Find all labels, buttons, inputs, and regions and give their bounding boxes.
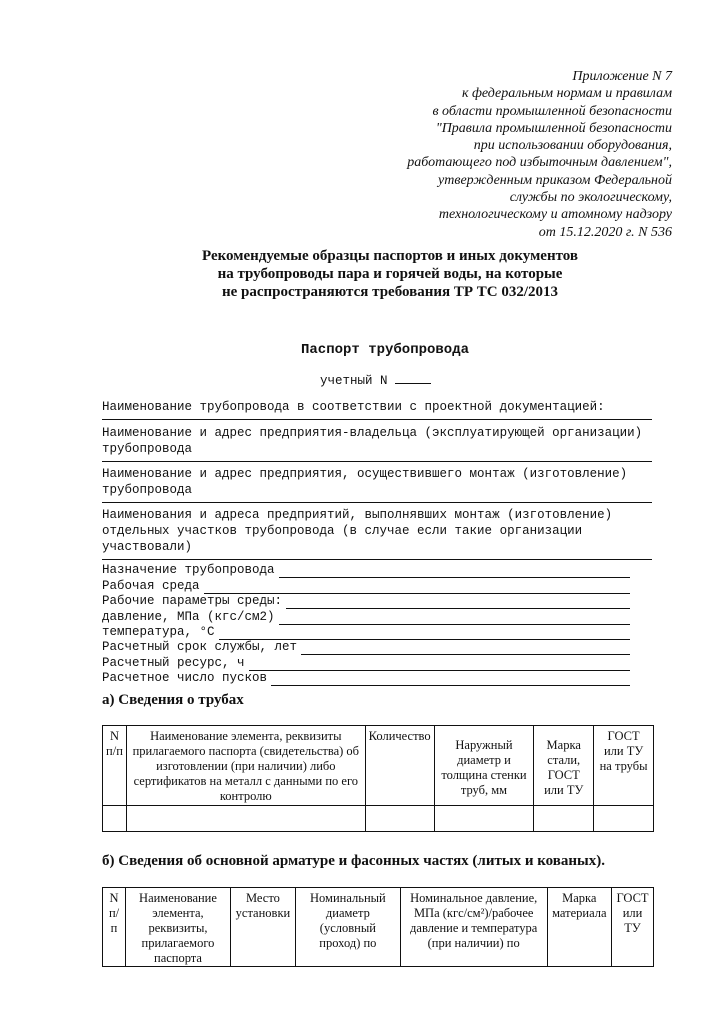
param-row[interactable] bbox=[102, 640, 630, 655]
appendix-line: к федеральным нормам и правилам bbox=[461, 86, 672, 102]
table-cell[interactable] bbox=[594, 806, 654, 832]
param-row[interactable] bbox=[102, 671, 630, 686]
param-input-line[interactable] bbox=[279, 613, 630, 625]
param-input-line[interactable] bbox=[219, 628, 630, 640]
title-line: на трубопроводы пара и горячей воды, на которые bbox=[217, 266, 563, 282]
title-line: Рекомендуемые образцы паспортов и иных документов bbox=[201, 248, 578, 264]
table-cell[interactable] bbox=[126, 806, 365, 832]
param-row[interactable] bbox=[102, 609, 630, 624]
field-line bbox=[102, 457, 652, 462]
document-title bbox=[110, 247, 670, 301]
field-line bbox=[102, 498, 652, 503]
field-label: Наименования и адреса предприятий, выполнявших монтаж (изготовление) bbox=[102, 508, 613, 522]
appendix-line: в области промышленной безопасности bbox=[432, 103, 672, 119]
pipes-table bbox=[102, 725, 654, 832]
column-header: ГОСТ или ТУ bbox=[612, 888, 654, 967]
table-header-row bbox=[103, 888, 654, 967]
appendix-header bbox=[332, 68, 672, 241]
param-label: температура, °С bbox=[102, 624, 215, 639]
param-input-line[interactable] bbox=[249, 659, 630, 671]
field-label: Наименование трубопровода в соответствии с проектной документацией: bbox=[102, 400, 605, 414]
passport-heading: Паспорт трубопровода bbox=[300, 342, 470, 358]
param-row[interactable] bbox=[102, 655, 630, 670]
param-row[interactable] bbox=[102, 594, 630, 609]
appendix-line: службы по экологическому, bbox=[509, 190, 672, 206]
param-label: давление, МПа (кгс/см2) bbox=[102, 609, 275, 624]
column-header: Номинальное давление, МПа (кгс/см²)/рабочее давление и температура (при наличии) по bbox=[400, 888, 547, 967]
table-cell[interactable] bbox=[434, 806, 534, 832]
appendix-line: утвержденным приказом Федеральной bbox=[438, 172, 672, 188]
param-input-line[interactable] bbox=[271, 674, 630, 686]
appendix-line: при использовании оборудования, bbox=[473, 138, 672, 154]
column-header: Количество bbox=[365, 726, 434, 806]
appendix-line: технологическому и атомному надзору bbox=[438, 207, 672, 223]
appendix-line: работающего под избыточным давлением", bbox=[407, 155, 672, 171]
title-line: не распространяются требования ТР ТС 032/2013 bbox=[221, 284, 559, 300]
field-label: отдельных участков трубопровода (в случае если такие организации bbox=[102, 524, 583, 538]
column-header: ГОСТ или ТУ на трубы bbox=[594, 726, 654, 806]
param-row[interactable] bbox=[102, 563, 630, 578]
field-line bbox=[102, 415, 652, 420]
owner-field[interactable] bbox=[102, 425, 652, 462]
table-cell[interactable] bbox=[365, 806, 434, 832]
param-label: Расчетный срок службы, лет bbox=[102, 640, 298, 655]
fittings-table bbox=[102, 887, 654, 967]
column-header: Наименование элемента, реквизиты прилагаемого паспорта (свидетельства) об изготовлении (при наличии) либо сертификатов на металл с данными по его контролю bbox=[126, 726, 365, 806]
param-input-line[interactable] bbox=[279, 566, 630, 578]
table-header-row bbox=[103, 726, 654, 806]
installer-field[interactable] bbox=[102, 466, 652, 503]
section-b-heading: б) Сведения об основной арматуре и фасонных частях (литых и кованых). bbox=[102, 853, 605, 869]
table-row bbox=[103, 806, 654, 832]
pipeline-name-field[interactable] bbox=[102, 399, 652, 420]
param-label: Рабочая среда bbox=[102, 578, 200, 593]
column-header: Номинальный диаметр (условный проход) по bbox=[295, 888, 400, 967]
column-header: Наименование элемента, реквизиты, прилагаемого паспорта bbox=[126, 888, 231, 967]
section-a-heading: а) Сведения о трубах bbox=[102, 692, 244, 708]
param-input-line[interactable] bbox=[286, 597, 630, 609]
column-header: N п/п bbox=[103, 726, 127, 806]
registration-field[interactable] bbox=[395, 372, 431, 384]
param-row[interactable] bbox=[102, 578, 630, 593]
param-row[interactable] bbox=[102, 625, 630, 640]
column-header: Марка материала bbox=[547, 888, 611, 967]
param-label: Назначение трубопровода bbox=[102, 563, 275, 578]
field-label: участвовали) bbox=[102, 540, 193, 554]
appendix-line: "Правила промышленной безопасности bbox=[435, 120, 672, 136]
field-line bbox=[102, 555, 652, 560]
table-cell[interactable] bbox=[534, 806, 594, 832]
field-label: трубопровода bbox=[102, 442, 193, 456]
param-input-line[interactable] bbox=[301, 643, 630, 655]
column-header: Место установки bbox=[230, 888, 295, 967]
param-label: Расчетный ресурс, ч bbox=[102, 655, 245, 670]
field-label: Наименование и адрес предприятия, осуществившего монтаж (изготовление) bbox=[102, 467, 628, 481]
parameters-list bbox=[102, 563, 630, 686]
column-header: Марка стали, ГОСТ или ТУ bbox=[534, 726, 594, 806]
field-label: Наименование и адрес предприятия-владельца (эксплуатирующей организации) bbox=[102, 426, 643, 440]
registration-number bbox=[320, 372, 431, 388]
sections-field[interactable] bbox=[102, 507, 652, 560]
column-header: N п/п bbox=[103, 888, 126, 967]
appendix-line: от 15.12.2020 г. N 536 bbox=[538, 224, 672, 240]
table-cell[interactable] bbox=[103, 806, 127, 832]
param-label: Рабочие параметры среды: bbox=[102, 594, 283, 609]
registration-label: учетный N bbox=[320, 374, 388, 388]
field-label: трубопровода bbox=[102, 483, 193, 497]
param-label: Расчетное число пусков bbox=[102, 671, 268, 686]
appendix-line: Приложение N 7 bbox=[572, 69, 672, 84]
column-header: Наружный диаметр и толщина стенки труб, мм bbox=[434, 726, 534, 806]
param-input-line[interactable] bbox=[204, 582, 630, 594]
